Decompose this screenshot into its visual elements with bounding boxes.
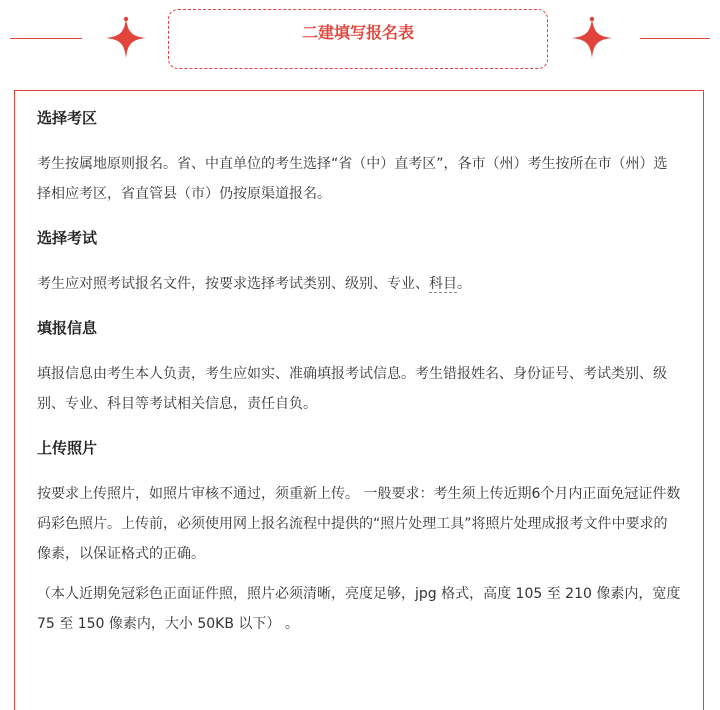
title-box — [168, 9, 548, 69]
page-title: 二建填写报名表 — [301, 23, 414, 42]
section-heading-exam-select: 选择考试 — [37, 229, 98, 247]
section-heading-upload-photo: 上传照片 — [37, 439, 98, 457]
section-text-exam-select — [37, 269, 681, 299]
decor-line-right — [640, 38, 710, 39]
section-heading-exam-area: 选择考区 — [37, 109, 98, 127]
section-text-upload-photo: 按要求上传照片，如照片审核不通过，须重新上传。 一般要求：考生须上传近期6个月内正面免冠证件数码彩色照片。上传前，必须使用网上报名流程中提供的“照片处理工具”将照片处理成报考文件中要求的像素，以保证格式的正确。 — [37, 486, 681, 562]
text-segment: 考生应对照考试报名文件，按要求选择考试类别、级别、专业、 — [37, 276, 429, 292]
decor-line-left — [10, 38, 82, 39]
section-text-photo-spec: （本人近期免冠彩色正面证件照，照片必须清晰，亮度足够，jpg 格式，高度 105 至 210 像素内，宽度 75 至 150 像素内，大小 50KB 以下） 。 — [37, 586, 681, 632]
sparkle-icon — [569, 15, 615, 61]
content-panel — [14, 90, 704, 710]
header — [0, 0, 720, 80]
subject-link[interactable]: 科目 — [429, 276, 457, 292]
section-heading-fill-info: 填报信息 — [37, 319, 98, 337]
sparkle-icon — [103, 15, 149, 61]
section-text-exam-area: 考生按属地原则报名。省、中直单位的考生选择“省（中）直考区”，各市（州）考生按所在市（州）选择相应考区，省直管县（市）仍按原渠道报名。 — [37, 156, 668, 202]
section-text-fill-info: 填报信息由考生本人负责，考生应如实、准确填报考试信息。考生错报姓名、身份证号、考试类别、级别、专业、科目等考试相关信息，责任自负。 — [37, 366, 667, 412]
text-segment: 。 — [457, 276, 471, 292]
